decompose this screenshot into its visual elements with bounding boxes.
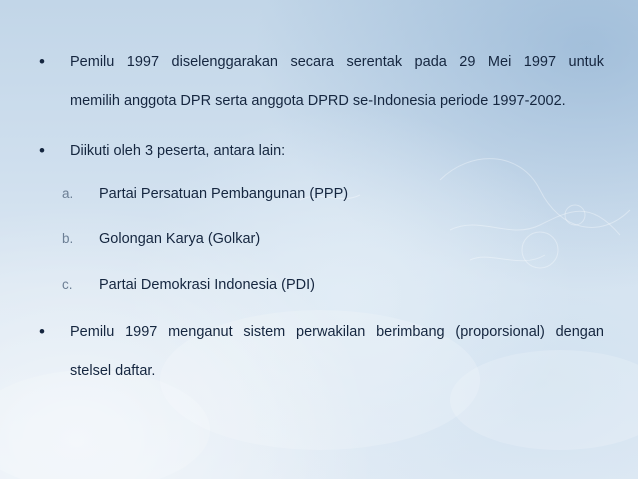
item-text-line: Partai Persatuan Pembangunan (PPP) — [99, 186, 349, 202]
item-text-line: Golongan Karya (Golkar) — [99, 231, 261, 247]
item-text-line: Diikuti oleh 3 peserta, antara lain: — [70, 143, 286, 159]
bullet-marker: • — [39, 52, 45, 71]
sub-marker: a. — [62, 186, 74, 201]
item-text-line: memilih anggota DPR serta anggota DPRD se-Indonesia periode 1997-2002. — [70, 93, 566, 109]
item-text-line: stelsel daftar. — [70, 363, 156, 379]
item-text-line: Pemilu 1997 menganut sistem perwakilan berimbang (proporsional) dengan — [70, 324, 604, 340]
bullet-marker: • — [39, 322, 45, 341]
bullet-marker: • — [39, 141, 45, 160]
sub-marker: c. — [62, 277, 73, 292]
item-text-line: Pemilu 1997 diselenggarakan secara serentak pada 29 Mei 1997 untuk — [70, 54, 604, 70]
sub-marker: b. — [62, 231, 74, 246]
item-text-line: Partai Demokrasi Indonesia (PDI) — [99, 277, 315, 293]
